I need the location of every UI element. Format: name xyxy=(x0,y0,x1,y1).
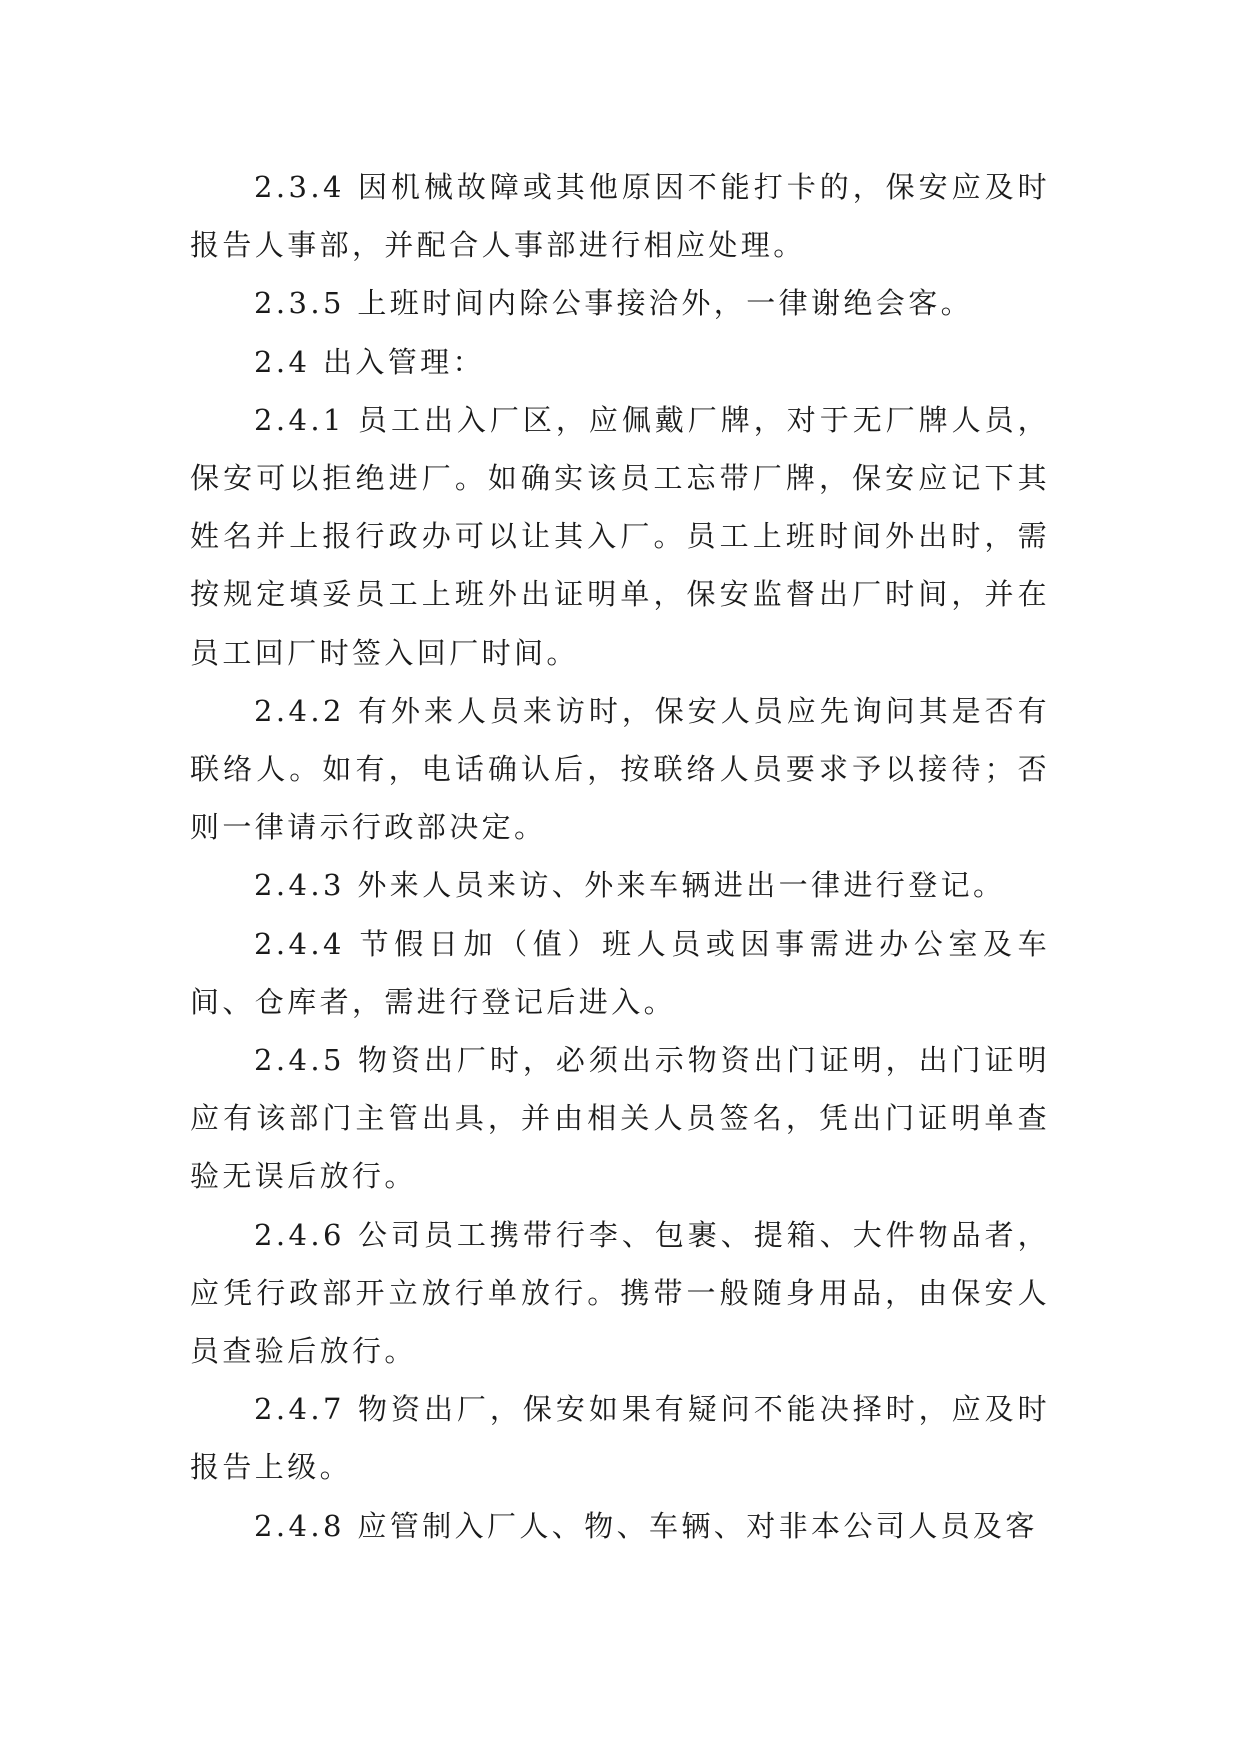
paragraph-2-4-4: 2.4.4 节假日加（值）班人员或因事需进办公室及车间、仓库者，需进行登记后进入。 xyxy=(190,926,1050,1019)
paragraph-2-3-5: 2.3.5 上班时间内除公事接洽外，一律谢绝会客。 xyxy=(254,286,974,321)
paragraph-2-4-6: 2.4.6 公司员工携带行李、包裹、提箱、大件物品者，应凭行政部开立放行单放行。携带一般随身用品，由保安人员查验后放行。 xyxy=(190,1217,1050,1369)
document-body xyxy=(190,158,1050,1555)
paragraph-2-4-3: 2.4.3 外来人员来访、外来车辆进出一律进行登记。 xyxy=(254,868,1006,903)
paragraph-2-4-8: 2.4.8 应管制入厂人、物、车辆、对非本公司人员及客 xyxy=(254,1508,1038,1543)
paragraph-2-3-4: 2.3.4 因机械故障或其他原因不能打卡的，保安应及时报告人事部，并配合人事部进行相应处理。 xyxy=(190,170,1050,263)
paragraph-2-4-5: 2.4.5 物资出厂时，必须出示物资出门证明，出门证明应有该部门主管出具，并由相关人员签名，凭出门证明单查验无误后放行。 xyxy=(190,1043,1050,1194)
paragraph-2-4-1: 2.4.1 员工出入厂区，应佩戴厂牌，对于无厂牌人员，保安可以拒绝进厂。如确实该员工忘带厂牌，保安应记下其姓名并上报行政办可以让其入厂。员工上班时间外出时，需按规定填妥员工上班外出证明单，保安监督出厂时间，并在员工回厂时签入回厂时间。 xyxy=(190,402,1050,670)
paragraph-2-4-7: 2.4.7 物资出厂，保安如果有疑问不能决择时，应及时报告上级。 xyxy=(190,1392,1050,1485)
paragraph-2-4-2: 2.4.2 有外来人员来访时，保安人员应先询问其是否有联络人。如有，电话确认后，按联络人员要求予以接待；否则一律请示行政部决定。 xyxy=(190,693,1050,845)
section-heading-2-4: 2.4 出入管理： xyxy=(254,344,485,379)
